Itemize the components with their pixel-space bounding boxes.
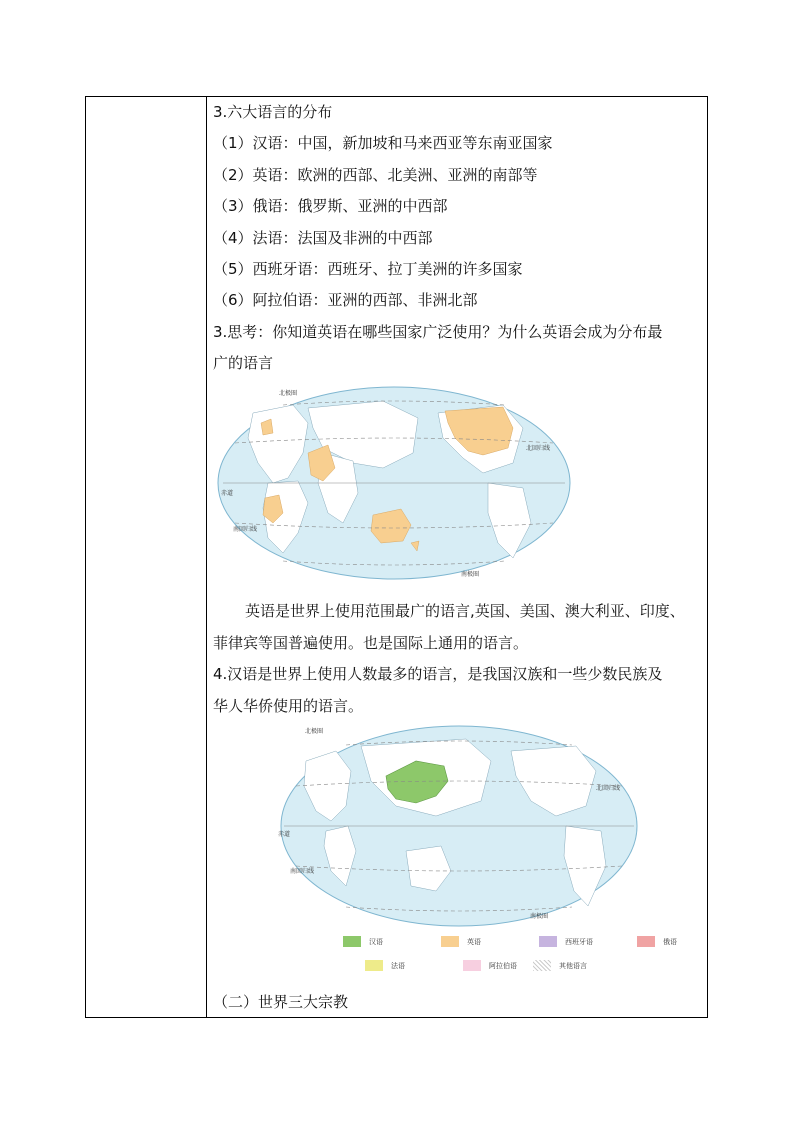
legend-swatch	[343, 936, 361, 947]
english-distribution-map	[213, 383, 575, 583]
language-item-french: （4）法语：法国及非洲的中西部	[213, 229, 433, 247]
section-heading-languages: 3.六大语言的分布	[213, 103, 333, 121]
legend-swatch	[637, 936, 655, 947]
legend-item	[343, 936, 441, 947]
language-item-russian: （3）俄语：俄罗斯、亚洲的中西部	[213, 197, 448, 215]
legend-label: 法语	[391, 961, 405, 970]
chinese-fact-line-1: 4.汉语是世界上使用人数最多的语言，是我国汉族和一些少数民族及	[213, 665, 663, 683]
legend-label: 英语	[467, 937, 481, 946]
map1-antarctic-label: 南极圈	[461, 571, 480, 578]
table-column-divider	[206, 96, 207, 1018]
question-line-1: 3.思考：你知道英语在哪些国家广泛使用？为什么英语会成为分布最	[213, 323, 663, 341]
legend-swatch	[365, 960, 383, 971]
legend-label: 汉语	[369, 937, 383, 946]
legend-row-1	[343, 936, 735, 947]
legend-item	[365, 960, 463, 971]
language-item-english: （2）英语：欧洲的西部、北美洲、亚洲的南部等	[213, 166, 538, 184]
map2-tropic-s-label: 南回归线	[290, 868, 315, 875]
legend-row-2	[365, 960, 631, 971]
legend-swatch	[463, 960, 481, 971]
legend-item	[637, 936, 735, 947]
legend-swatch	[533, 960, 551, 971]
question-line-2: 广的语言	[213, 354, 274, 372]
chinese-fact-line-2: 华人华侨使用的语言。	[213, 697, 364, 715]
legend-label: 其他语言	[559, 961, 587, 970]
legend-label: 西班牙语	[565, 937, 593, 946]
english-answer-line-2: 菲律宾等国普遍使用。也是国际上通用的语言。	[213, 634, 529, 652]
map2-arctic-label: 北极圈	[305, 728, 324, 735]
map2-equator-label: 赤道	[278, 831, 291, 838]
legend-item	[539, 936, 637, 947]
legend-swatch	[539, 936, 557, 947]
legend-label: 阿拉伯语	[489, 961, 517, 970]
english-answer-line-1: 英语是世界上使用范围最广的语言,英国、美国、澳大利亚、印度、	[245, 602, 685, 620]
legend-label: 俄语	[663, 937, 677, 946]
map2-tropic-n-label: 北回归线	[596, 785, 621, 792]
legend-item	[533, 960, 631, 971]
legend-swatch	[441, 936, 459, 947]
map1-equator-label: 赤道	[221, 490, 234, 497]
section-heading-religions: （二）世界三大宗教	[213, 993, 349, 1011]
language-item-arabic: （6）阿拉伯语：亚洲的西部、非洲北部	[213, 291, 478, 309]
map1-tropic-s-label: 南回归线	[233, 526, 258, 533]
legend-item	[441, 936, 539, 947]
language-item-spanish: （5）西班牙语：西班牙、拉丁美洲的许多国家	[213, 260, 523, 278]
map1-arctic-label: 北极圈	[279, 390, 298, 397]
map1-tropic-n-label: 北回归线	[526, 445, 551, 452]
chinese-distribution-map	[276, 721, 642, 931]
language-item-chinese: （1）汉语：中国，新加坡和马来西亚等东南亚国家	[213, 134, 553, 152]
map2-antarctic-label: 南极圈	[530, 913, 549, 920]
legend-item	[463, 960, 533, 971]
